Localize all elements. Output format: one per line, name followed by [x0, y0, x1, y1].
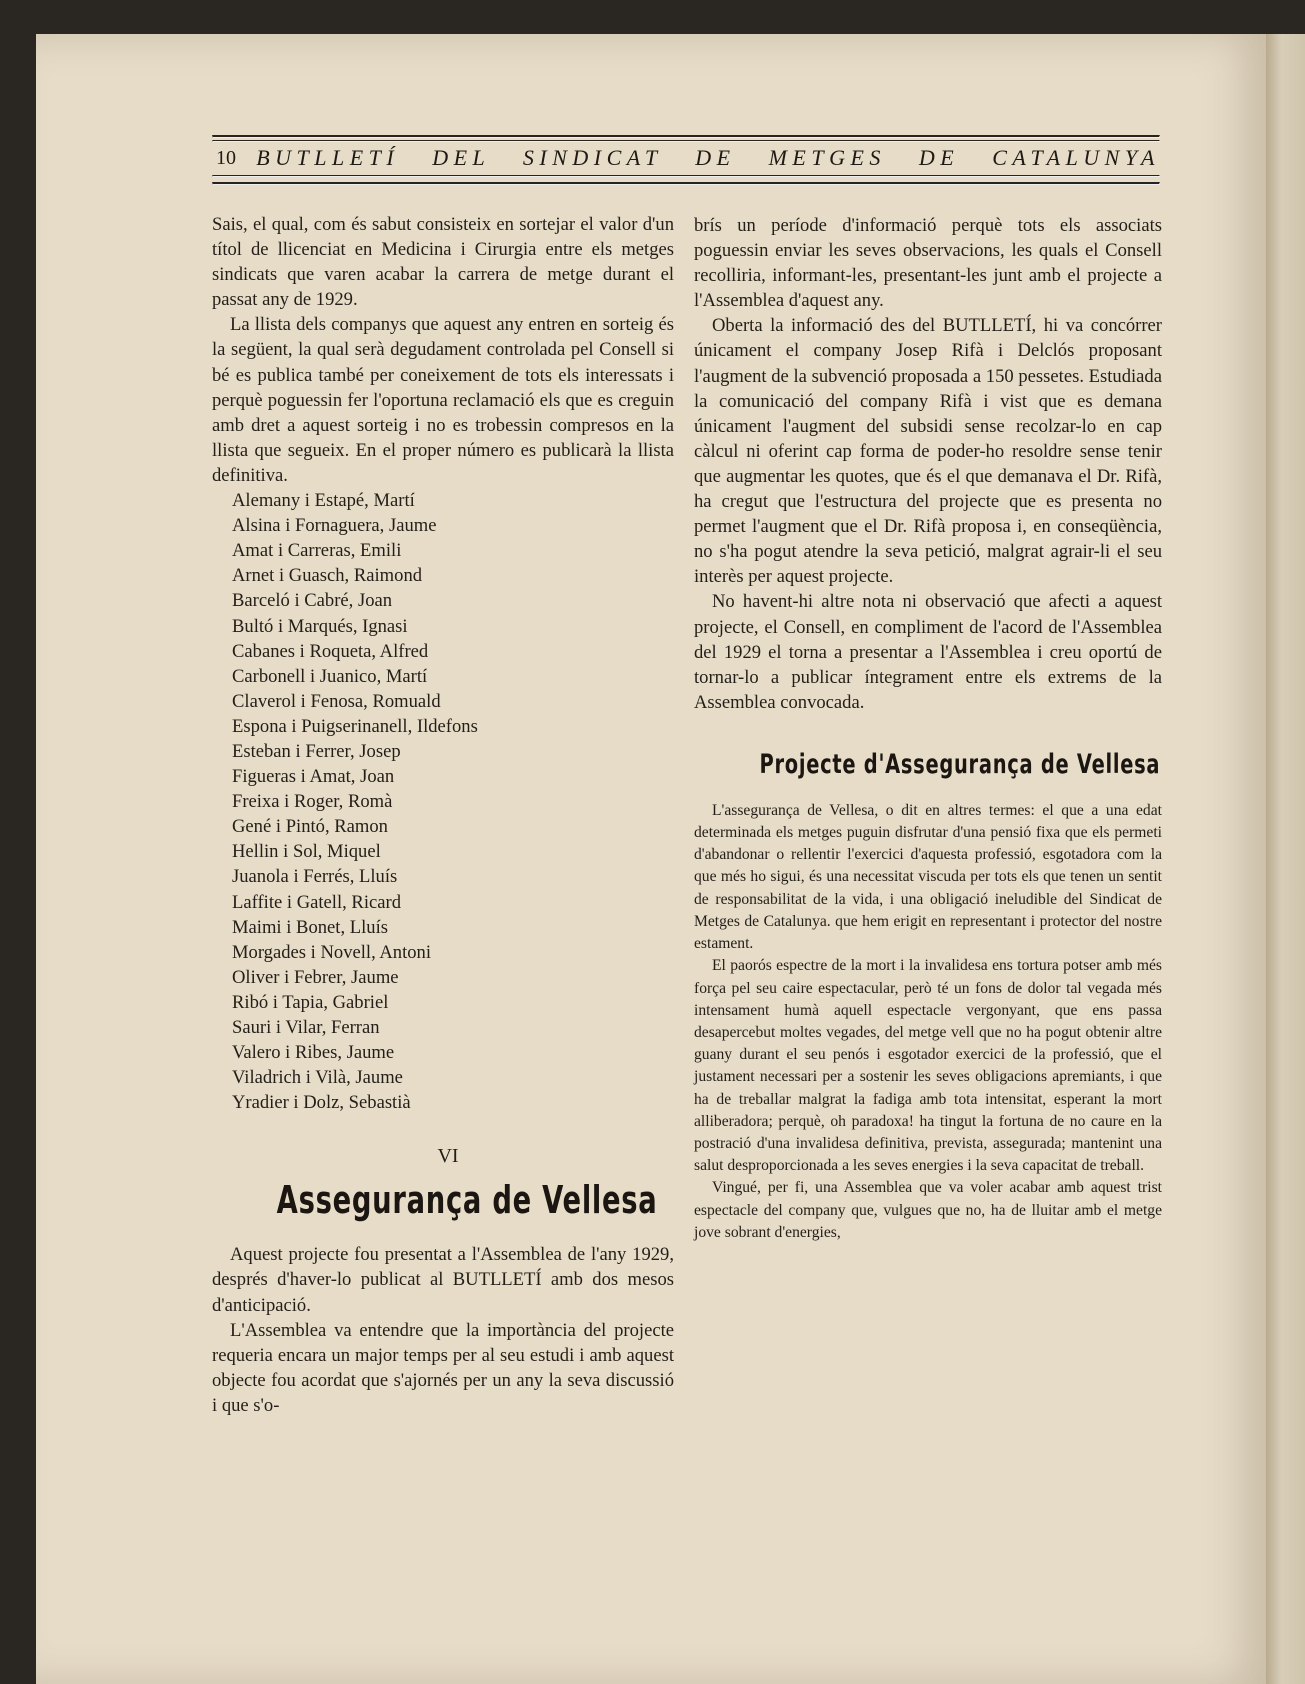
article-heading: Projecte d'Assegurança de Vellesa [759, 748, 1161, 780]
candidate-name: Juanola i Ferrés, Lluís [232, 866, 398, 888]
left-paragraph-1: Sais, el qual, com és sabut consisteix en sortejar el valor d'un títol de llicenciat en Medicina i Cirurgia entre els metges sindicats que varen acabar la carrera de metge durant el passat any de 1929. [212, 214, 674, 311]
right-paragraph-1: brís un període d'informació perquè tots els associats poguessin enviar les seves observacions, les quals el Consell recolliria, informant-les, presentant-les junt amb el projecte a l'Assemblea d'aquest any. [694, 215, 1162, 312]
section-number: VI [437, 1145, 459, 1168]
left-paragraph-4: L'Assemblea va entendre que la importància del projecte requeria encara un major temps per al seu estudi i amb aquest objecte fou acordat que s'ajornés per un any la seva discussió i que s'o- [212, 1319, 674, 1416]
candidate-name: Ribó i Tapia, Gabriel [232, 991, 389, 1013]
header-rule-bottom-inner [212, 175, 1160, 177]
candidate-name: Valero i Ribes, Jaume [232, 1042, 395, 1064]
left-paragraph-2: La llista dels companys que aquest any entren en sorteig és la següent, la qual serà degudament controlada pel Consell si bé es publica també per coneixement de tots els interessats i perquè poguessin fer l'oportuna reclamació els que es creguin amb dret a aquest sorteig i no es trobessin compresos en la llista que segueix. En el proper número es publicarà la llista definitiva. [212, 314, 674, 486]
candidate-name: Figueras i Amat, Joan [232, 766, 395, 788]
candidate-name: Sauri i Vilar, Ferran [232, 1017, 380, 1038]
candidate-name: Gené i Pintó, Ramon [232, 816, 388, 838]
section-title: Assegurança de Vellesa [276, 1178, 658, 1223]
candidate-name: Carbonell i Juanico, Martí [232, 665, 428, 687]
candidate-name: Arnet i Guasch, Raimond [232, 565, 423, 587]
candidate-name: Laffite i Gatell, Ricard [232, 891, 401, 913]
candidate-name: Alsina i Fornaguera, Jaume [232, 515, 437, 537]
candidate-name: Hellin i Sol, Miquel [232, 841, 381, 863]
candidate-name: Maimi i Bonet, Lluís [232, 916, 388, 938]
candidate-name: Esteban i Ferrer, Josep [232, 740, 401, 762]
candidate-name: Amat i Carreras, Emili [232, 540, 402, 562]
candidate-name: Claverol i Fenosa, Romuald [232, 690, 441, 712]
right-column [694, 213, 1162, 1244]
page-edge [1266, 34, 1305, 1684]
candidate-name: Cabanes i Roqueta, Alfred [232, 640, 429, 662]
page-number: 10 [216, 146, 236, 169]
running-title: BUTLLETÍ DEL SINDICAT DE METGES DE CATALUNYA [256, 145, 1160, 170]
left-column [212, 212, 674, 1418]
candidate-name: Freixa i Roger, Romà [232, 791, 393, 813]
article-paragraph-3: Vingué, per fi, una Assemblea que va voler acabar amb aquest trist espectacle del company que, vulgues que no, ha de lluitar amb el metge jove sobrant d'energies, [694, 1179, 1162, 1241]
candidate-name: Barceló i Cabré, Joan [232, 590, 393, 612]
header-rule-top [212, 135, 1160, 138]
candidate-name: Bultó i Marqués, Ignasi [232, 615, 408, 637]
right-paragraph-3: No havent-hi altre nota ni observació que afecti a aquest projecte, el Consell, en compliment de l'acord de l'Assemblea del 1929 el torna a presentar a l'Assemblea i creu oportú de tornar-lo a publicar íntegrament entre els extrems de la Assemblea convocada. [694, 591, 1162, 713]
candidate-name: Viladrich i Vilà, Jaume [232, 1067, 403, 1089]
candidate-name: Yradier i Dolz, Sebastià [232, 1092, 411, 1114]
article-paragraph-2: El paorós espectre de la mort i la invalidesa ens tortura potser amb més força pel seu caire espectacular, però té un fons de dolor tal vegada més intensament humà aquell espectacle vergonyant, que ens passa desapercebut moltes vegades, del metge vell que no ha pogut obtenir altre guany durant el seu penós i esgotador exercici de la professió, que el justament necessari per a sostenir les seves obligacions apremiants, i que ha de treballar malgrat la fadiga amb tota intensitat, esperant la mort alliberadora; perquè, oh paradoxa! ha tingut la fortuna de no caure en la postració d'una invalidesa definitiva, prevista, assegurada; mantenint una salut desproporcionada a les seves energies i la seva capacitat de treball. [694, 957, 1162, 1175]
candidate-name: Morgades i Novell, Antoni [232, 941, 432, 963]
candidate-name: Alemany i Estapé, Martí [232, 490, 415, 512]
left-paragraph-3: Aquest projecte fou presentat a l'Assemblea de l'any 1929, després d'haver-lo publicat al BUTLLETÍ amb dos mesos d'anticipació. [212, 1244, 674, 1316]
candidate-name-list [212, 488, 674, 1115]
running-head [216, 142, 1160, 174]
article-paragraph-1: L'assegurança de Vellesa, o dit en altres termes: el que a una edat determinada els metges puguin disfrutar d'una pensió fixa que els permeti d'abandonar o rellentir l'exercici d'aquesta professió, esgotadora com la que més ho sigui, és una necessitat viscuda per tots els que tenen un sentit de responsabilitat de la vida, i una obligació ineludible del Sindicat de Metges de Catalunya. que hem erigit en representant i protector del nostre estament. [694, 801, 1162, 953]
right-paragraph-2: Oberta la informació des del BUTLLETÍ, hi va concórrer únicament el company Josep Rifà i Delclós proposant l'augment de la subvenció proposada a 150 pessetes. Estudiada la comunicació del company Rifà i vist que es demana únicament l'augment del subsidi sense recolzar-lo en cap càlcul ni oferint cap forma de poder-ho resoldre sense tenir que augmentar les quotes, que és el que demanava el Dr. Rifà, ha cregut que l'estructura del projecte que es presenta no permet l'augment que el Dr. Rifà proposa i, en conseqüència, no s'ha pogut atendre la seva petició, malgrat agrair-li el seu interès per aquest projecte. [694, 315, 1162, 588]
header-rule-bottom [212, 182, 1160, 185]
candidate-name: Oliver i Febrer, Jaume [232, 966, 399, 988]
candidate-name: Espona i Puigserinanell, Ildefons [232, 715, 478, 737]
